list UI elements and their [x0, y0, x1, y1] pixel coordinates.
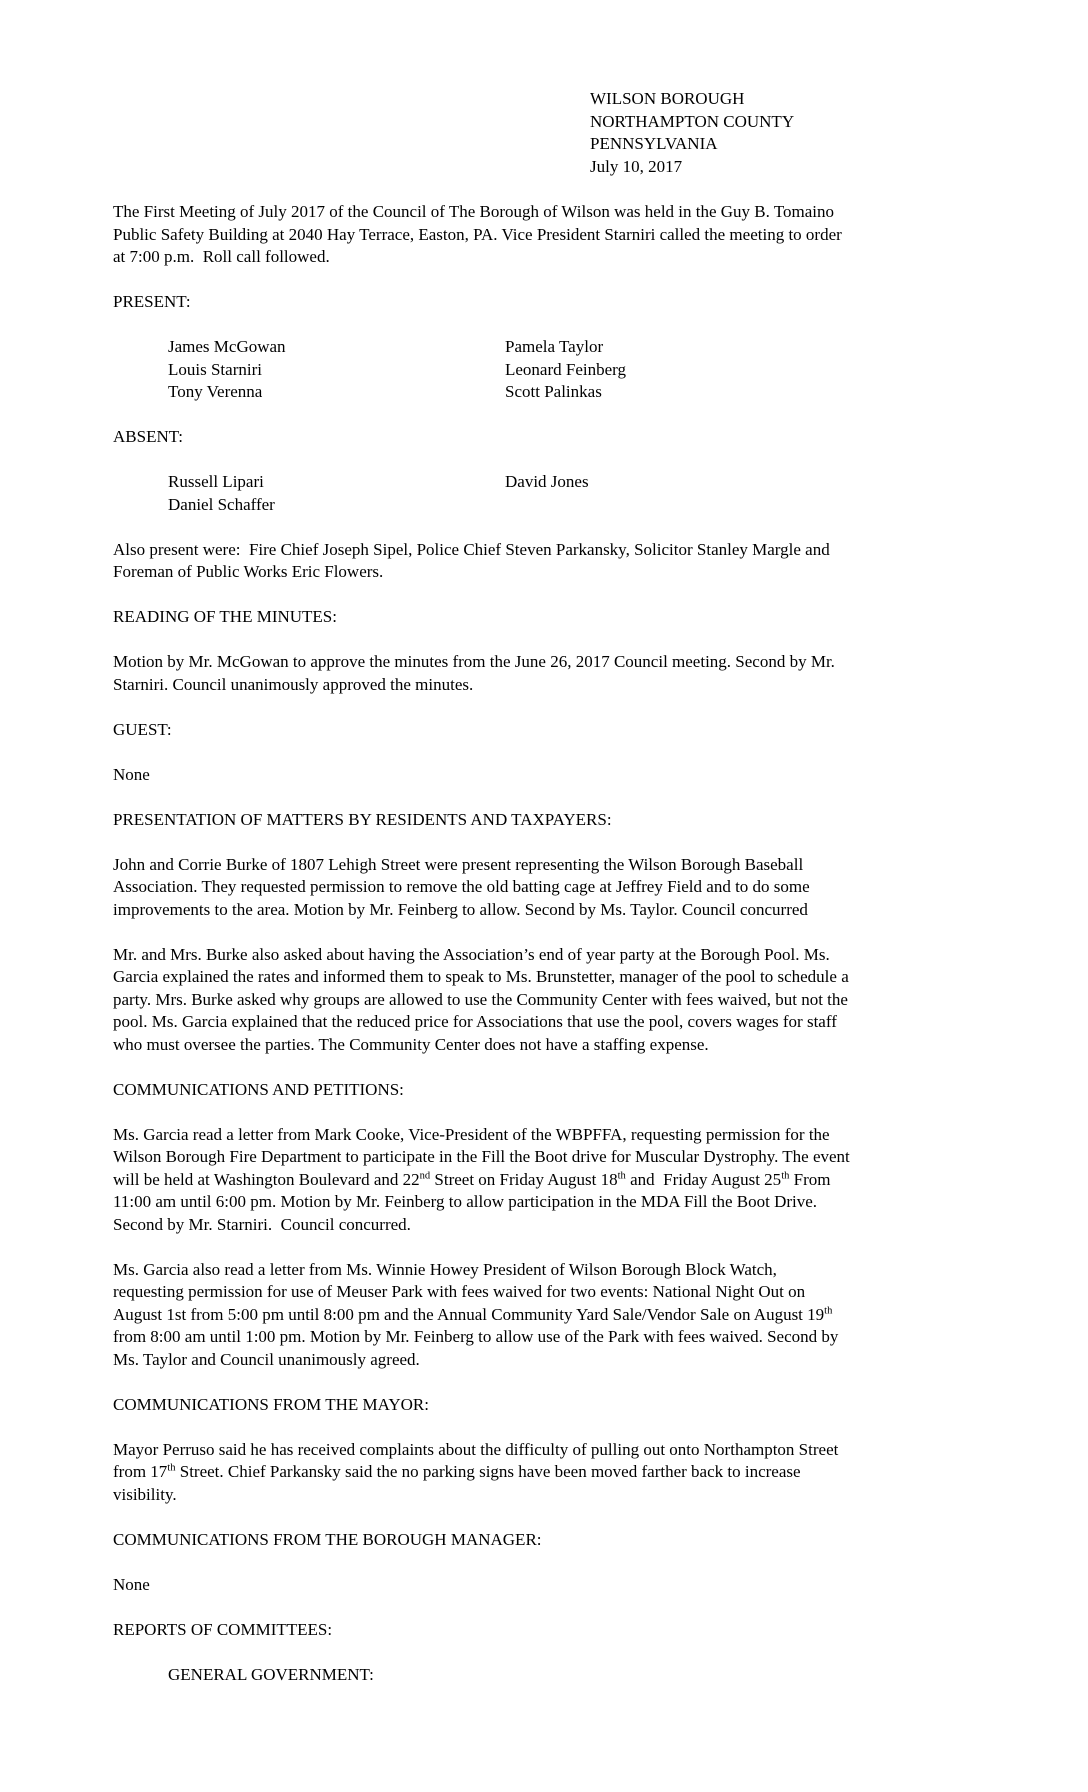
also-present-paragraph: Also present were: Fire Chief Joseph Sipel, Police Chief Steven Parkansky, Solicitor Stanley Margle and Foreman of Public Works Eric Flowers.: [113, 539, 834, 581]
present-row: [168, 381, 850, 404]
absent-heading: ABSENT:: [113, 427, 183, 446]
guest-heading: GUEST:: [113, 719, 172, 739]
guest-none-text: None: [113, 764, 150, 784]
document-body: [113, 88, 855, 1686]
header-state: PENNSYLVANIA: [590, 134, 718, 153]
burke-baseball-paragraph: John and Corrie Burke of 1807 Lehigh Street were present representing the Wilson Borough Baseball Association. They requested permission to remove the old batting cage at Jeffrey Field and to do some improvements to the area. Motion by Mr. Feinberg to allow. Second by Ms. Taylor. Council concurred: [113, 854, 814, 919]
attendee-name: Russell Lipari: [168, 472, 264, 491]
absent-row: [168, 471, 850, 494]
communications-mayor-heading: COMMUNICATIONS FROM THE MAYOR:: [113, 1394, 429, 1414]
present-row: [168, 359, 850, 382]
minutes-motion-paragraph: Motion by Mr. McGowan to approve the minutes from the June 26, 2017 Council meeting. Second by Mr. Starniri. Council unanimously approved the minutes.: [113, 652, 840, 694]
general-government-heading: GENERAL GOVERNMENT:: [168, 1664, 374, 1684]
communications-petitions-heading: COMMUNICATIONS AND PETITIONS:: [113, 1079, 404, 1099]
present-heading: PRESENT:: [113, 292, 191, 311]
attendee-name: Pamela Taylor: [505, 337, 604, 356]
intro-paragraph: The First Meeting of July 2017 of the Council of The Borough of Wilson was held in the Guy B. Tomaino Public Safety Building at 2040 Hay Terrace, Easton, PA. Vice President Starniri called the meeting to order at 7:00 p.m. Roll call followed.: [113, 202, 847, 266]
absent-row: [168, 494, 850, 517]
header-county: NORTHAMPTON COUNTY: [590, 111, 795, 131]
attendee-name: James McGowan: [168, 337, 286, 356]
reading-minutes-heading: READING OF THE MINUTES:: [113, 607, 337, 626]
attendee-name: Daniel Schaffer: [168, 494, 275, 514]
attendee-name: Tony Verenna: [168, 382, 263, 401]
header-borough: WILSON BOROUGH: [590, 89, 745, 108]
document-header: [590, 88, 850, 178]
attendee-name: Louis Starniri: [168, 359, 262, 379]
block-watch-paragraph: Ms. Garcia also read a letter from Ms. Winnie Howey President of Wilson Borough Block Watch, requesting permission for use of Meuser Park with fees waived for two events: National Night Out on August 1st from 5:00 pm until 8:00 pm and the Annual Community Yard Sale/Vendor Sale on August 19th from 8:00 am until 1:00 pm. Motion by Mr. Feinberg to allow use of the Park with fees waived. Second by Ms. Taylor and Council unanimously agreed.: [113, 1259, 843, 1369]
header-date: July 10, 2017: [590, 156, 683, 176]
present-list: [168, 336, 850, 404]
reports-committees-heading: REPORTS OF COMMITTEES:: [113, 1619, 333, 1639]
mayor-complaints-paragraph: Mayor Perruso said he has received complaints about the difficulty of pulling out onto Northampton Street from 17th Street. Chief Parkansky said the no parking signs have been moved farther back to increase visibility.: [113, 1439, 843, 1504]
manager-none-text: None: [113, 1574, 150, 1594]
present-row: [168, 336, 850, 359]
communications-manager-heading: COMMUNICATIONS FROM THE BOROUGH MANAGER:: [113, 1529, 542, 1549]
absent-list: [168, 471, 850, 516]
burke-pool-paragraph: Mr. and Mrs. Burke also asked about having the Association’s end of year party at the Borough Pool. Ms. Garcia explained the rates and informed them to speak to Ms. Brunstetter, manager of the pool to schedule a party. Mrs. Burke asked why groups are allowed to use the Community Center with fees waived, but not the pool. Ms. Garcia explained that the reduced price for Associations that use the pool, covers wages for staff who must oversee the parties. The Community Center does not have a staffing expense.: [113, 944, 853, 1054]
presentation-heading: PRESENTATION OF MATTERS BY RESIDENTS AND TAXPAYERS:: [113, 809, 612, 829]
attendee-name: Scott Palinkas: [505, 382, 602, 401]
attendee-name: Leonard Feinberg: [505, 359, 627, 379]
attendee-name: David Jones: [505, 472, 589, 491]
fill-the-boot-paragraph: Ms. Garcia read a letter from Mark Cooke, Vice-President of the WBPFFA, requesting permission for the Wilson Borough Fire Department to participate in the Fill the Boot drive for Muscular Dystrophy. The event will be held at Washington Boulevard and 22nd Street on Friday August 18th and Friday August 25th From 11:00 am until 6:00 pm. Motion by Mr. Feinberg to allow participation in the MDA Fill the Boot Drive. Second by Mr. Starniri. Council concurred.: [113, 1124, 855, 1234]
